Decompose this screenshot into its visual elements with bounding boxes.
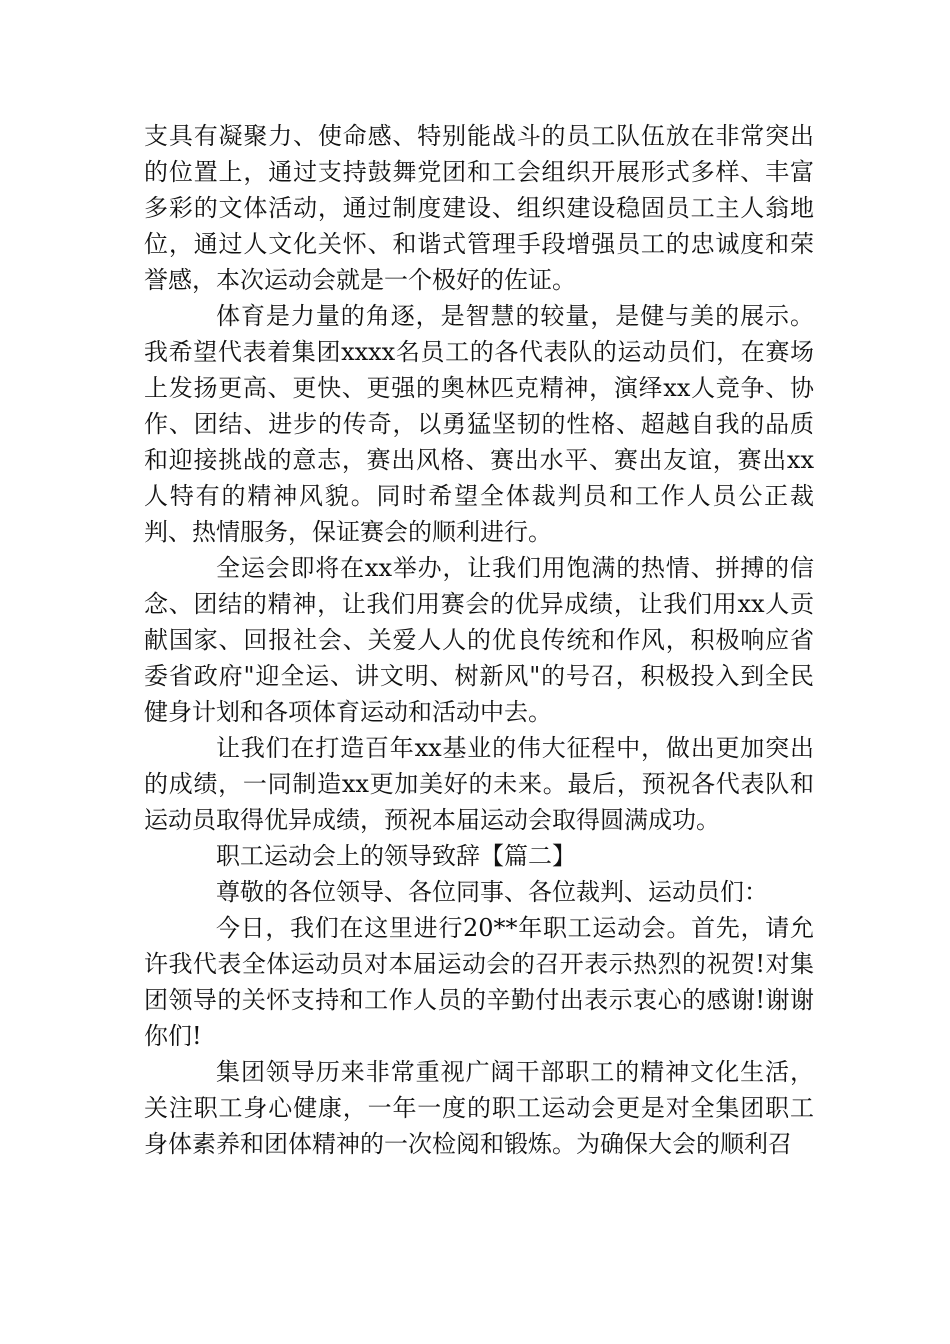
paragraph-4: 让我们在打造百年xx基业的伟大征程中，做出更加突出的成绩，一同制造xx更加美好的未来。最后，预祝各代表队和运动员取得优异成绩，预祝本届运动会取得圆满成功。 <box>144 734 814 834</box>
paragraph-6: 集团领导历来非常重视广阔干部职工的精神文化生活，关注职工身心健康，一年一度的职工运动会更是对全集团职工身体素养和团体精神的一次检阅和锻炼。为确保大会的顺利召 <box>144 1058 814 1158</box>
salutation: 尊敬的各位领导、各位同事、各位裁判、运动员们： <box>216 878 768 906</box>
section-heading: 职工运动会上的领导致辞【篇二】 <box>216 842 576 870</box>
paragraph-1: 支具有凝聚力、使命感、特别能战斗的员工队伍放在非常突出的位置上，通过支持鼓舞党团和工会组织开展形式多样、丰富多彩的文体活动，通过制度建设、组织建设稳固员工主人翁地位，通过人文化关怀、和谐式管理手段增强员工的忠诚度和荣誉感，本次运动会就是一个极好的佐证。 <box>144 122 814 294</box>
paragraph-3: 全运会即将在xx举办，让我们用饱满的热情、拼搏的信念、团结的精神，让我们用赛会的优异成绩，让我们用xx人贡献国家、回报社会、关爱人人的优良传统和作风，积极响应省委省政府"迎全运、讲文明、树新风"的号召，积极投入到全民健身计划和各项体育运动和活动中去。 <box>144 554 814 726</box>
paragraph-5: 今日，我们在这里进行20**年职工运动会。首先，请允许我代表全体运动员对本届运动会的召开表示热烈的祝贺!对集团领导的关怀支持和工作人员的辛勤付出表示衷心的感谢!谢谢你们! <box>144 914 814 1050</box>
document-body <box>144 118 814 1162</box>
paragraph-2: 体育是力量的角逐，是智慧的较量，是健与美的展示。我希望代表着集团xxxx名员工的各代表队的运动员们，在赛场上发扬更高、更快、更强的奥林匹克精神，演绎xx人竞争、协作、团结、进步的传奇，以勇猛坚韧的性格、超越自我的品质和迎接挑战的意志，赛出风格、赛出水平、赛出友谊，赛出xx人特有的精神风貌。同时希望全体裁判员和工作人员公正裁判、热情服务，保证赛会的顺利进行。 <box>144 302 814 546</box>
